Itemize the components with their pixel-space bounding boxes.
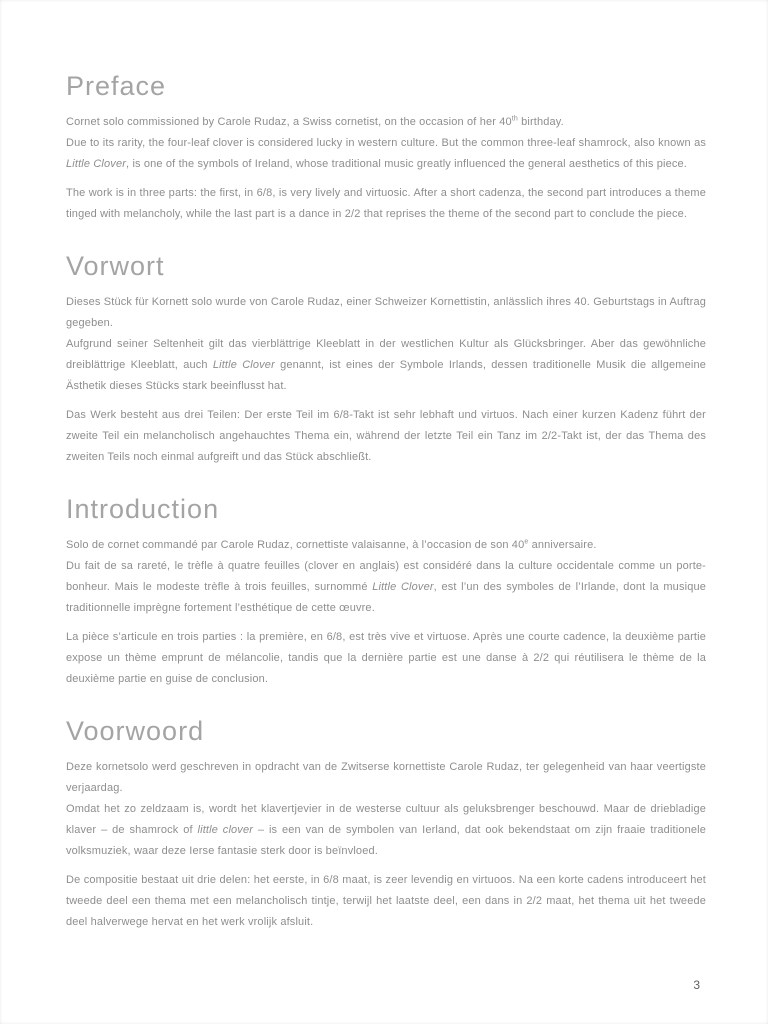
text-segment: Dieses Stück für Kornett solo wurde von Carole Rudaz, einer Schweizer Kornettistin, anlässlich ihres 40. Geburtstags in Auftrag gegeben. (66, 296, 706, 329)
section-heading: Introduction (66, 494, 220, 524)
paragraph (66, 292, 706, 397)
section-heading: Vorwort (66, 251, 165, 281)
paragraph (66, 183, 706, 225)
language-section (66, 253, 706, 468)
paragraph (66, 870, 706, 933)
superscript-text: e (524, 538, 529, 546)
italic-title-text: little clover (197, 824, 254, 836)
paragraph (66, 112, 706, 175)
preface-content (66, 73, 706, 941)
language-section (66, 73, 706, 225)
paragraph (66, 535, 706, 619)
text-segment: – is een van de symbolen van Ierland, dat ook bekendstaat om zijn fraaie traditionele volksmuziek, waar deze Ierse fantasie sterk door is beïnvloed. (66, 824, 706, 857)
text-segment: birthday. (517, 116, 564, 128)
page-number: 3 (693, 978, 700, 992)
text-segment: The work is in three parts: the first, in 6/8, is very lively and virtuosic. After a short cadenza, the second part introduces a theme tinged with melancholy, while the last part is a dance in 2/2 that reprises the theme of the second part to conclude the piece. (66, 187, 706, 220)
text-segment: De compositie bestaat uit drie delen: het eerste, in 6/8 maat, is zeer levendig en virtuoos. Na een korte cadens introduceert het tweede deel een thema met een melancholisch tintje, terwijl het laatste deel, een dans in 2/2 maat, het thema uit het tweede deel halverwege hervat en het werk vrolijk afsluit. (66, 874, 706, 928)
italic-title-text: Little Clover (372, 581, 434, 593)
text-segment: genannt, ist eines der Symbole Irlands, dessen traditionelle Musik die allgemeine Ästhetik dieses Stücks stark beeinflusst hat. (66, 359, 706, 392)
paragraph (66, 757, 706, 862)
section-heading: Voorwoord (66, 716, 205, 746)
text-segment: anniversaire. (528, 539, 597, 551)
italic-title-text: Little Clover (212, 359, 275, 371)
text-segment: Due to its rarity, the four-leaf clover is considered lucky in western culture. But the common three-leaf shamrock, also known as (66, 137, 706, 149)
text-segment: Solo de cornet commandé par Carole Rudaz, cornettiste valaisanne, à l’occasion de son 40 (66, 539, 525, 551)
text-segment: Cornet solo commissioned by Carole Rudaz, a Swiss cornetist, on the occasion of her 40 (66, 116, 512, 128)
italic-title-text: Little Clover (66, 158, 127, 170)
text-segment: La pièce s’articule en trois parties : la première, en 6/8, est très vive et virtuose. Après une courte cadence, la deuxième partie expose un thème emprunt de mélancolie, tandis que la dernière partie est une danse à 2/2 qui réutilisera le thème de la deuxième partie en guise de conclusion. (66, 631, 706, 685)
text-segment: , is one of the symbols of Ireland, whose traditional music greatly influenced the general aesthetics of this piece. (126, 158, 688, 170)
paragraph (66, 405, 706, 468)
paragraph (66, 627, 706, 690)
text-segment: Omdat het zo zeldzaam is, wordt het klavertjevier in de westerse cultuur als geluksbrenger beschouwd. Maar de driebladige klaver – de shamrock of (66, 803, 706, 836)
text-segment: Du fait de sa rareté, le trèfle à quatre feuilles (clover en anglais) est considéré dans la culture occidentale comme un porte-bonheur. Mais le modeste trèfle à trois feuilles, surnommé (66, 560, 706, 593)
language-section (66, 496, 706, 690)
language-section (66, 718, 706, 933)
text-segment: , est l’un des symboles de l’Irlande, dont la musique traditionnelle imprègne fortement l’esthétique de cette œuvre. (66, 581, 706, 614)
superscript-text: th (511, 115, 518, 123)
text-segment: Aufgrund seiner Seltenheit gilt das vierblättrige Kleeblatt in der westlichen Kultur als Glücksbringer. Aber das gewöhnliche dreiblättrige Kleeblatt, auch (66, 338, 706, 371)
text-segment: Das Werk besteht aus drei Teilen: Der erste Teil im 6/8-Takt ist sehr lebhaft und virtuos. Nach einer kurzen Kadenz führt der zweite Teil ein melancholisch angehauchtes Thema ein, während der letzte Teil ein Tanz im 2/2-Takt ist, der das Thema des zweiten Teils noch einmal aufgreift und das Stück abschließt. (66, 409, 706, 463)
text-segment: Deze kornetsolo werd geschreven in opdracht van de Zwitserse kornettiste Carole Rudaz, ter gelegenheid van haar veertigste verjaardag. (66, 761, 706, 794)
section-heading: Preface (66, 71, 167, 101)
